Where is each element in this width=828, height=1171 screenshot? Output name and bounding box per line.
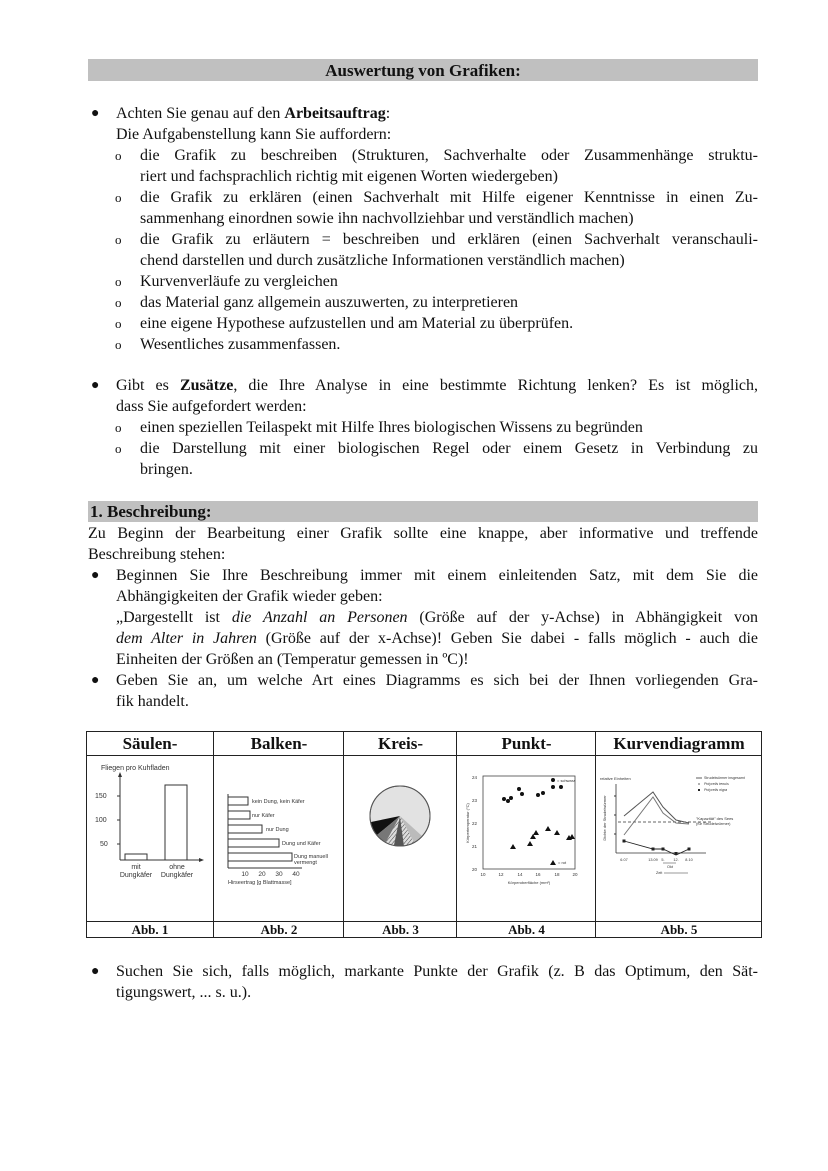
svg-text:Polycelis tenuis: Polycelis tenuis [704, 782, 729, 786]
diagram-types-table [86, 731, 762, 938]
circle-bullet-icon: o [115, 295, 122, 310]
svg-text:100: 100 [95, 817, 107, 824]
svg-text:20: 20 [471, 867, 477, 872]
bullet-markante-punkte: ● Suchen Sie sich, falls möglich, markante Punkte der Grafik (z. B das Optimum, den Sät- tigungswert, ... s. u.). [91, 963, 758, 1001]
svg-text:Dungkäfer: Dungkäfer [119, 872, 153, 879]
svg-text:Okt: Okt [667, 865, 673, 869]
sub-item: o das Material ganz allgemein auszuwerten, zu interpretieren [115, 294, 519, 311]
page-title: Auswertung von Grafiken: [88, 59, 758, 81]
svg-text:kein Dung, kein Käfer: kein Dung, kein Käfer [252, 799, 305, 805]
svg-text:50: 50 [100, 841, 108, 848]
scatter-chart-figure [457, 756, 596, 922]
column-kreis: Kreis- Abb. 3 [343, 732, 457, 937]
sub-item: o die Grafik zu erläutern = beschreiben und erklären (einen Sachverhalt veranschauli- [115, 231, 758, 248]
svg-text:Strudelwürmer insgesamt: Strudelwürmer insgesamt [704, 776, 745, 780]
section-heading-beschreibung: 1. Beschreibung: [88, 501, 758, 522]
bullet-diagrammart: ● Geben Sie an, um welche Art eines Diagramms es sich bei der Ihnen vorliegenden Gra- [91, 672, 758, 689]
sub-item: o Wesentliches zusammenfassen. [115, 336, 341, 353]
svg-text:Körperoberfläche (mm²): Körperoberfläche (mm²) [507, 880, 551, 885]
svg-text:24: 24 [471, 775, 477, 780]
sub-item: o Kurvenverläufe zu vergleichen [115, 273, 338, 290]
column-balken: Balken- kein Dung, kein Käfer nur Käfer nur Dung Dung und Käfer Dung manuell vermengt 10 20 30 40 Hirseertrag [g Blattmasse] Abb. 2 [213, 732, 344, 937]
svg-text:(für Strudelwürmer): (für Strudelwürmer) [696, 821, 731, 826]
svg-text:= schwarz: = schwarz [557, 778, 576, 783]
svg-text:23: 23 [471, 798, 477, 803]
svg-text:nur Dung: nur Dung [266, 827, 289, 833]
circle-bullet-icon: o [115, 420, 122, 435]
svg-text:vermengt: vermengt [294, 860, 317, 866]
svg-text:18: 18 [554, 872, 560, 877]
bullet-icon: ● [91, 378, 100, 393]
svg-text:20: 20 [258, 871, 266, 878]
sub-item: o die Grafik zu erklären (einen Sachverhalt mit Hilfe eigener Kenntnisse in einen Zu- [115, 189, 758, 206]
bullet-icon: ● [91, 964, 100, 979]
svg-text:20: 20 [572, 872, 578, 877]
svg-text:10: 10 [241, 871, 249, 878]
svg-text:"Kapazität" des Sees: "Kapazität" des Sees [696, 816, 734, 821]
bullet-icon: ● [91, 673, 100, 688]
svg-text:12.: 12. [673, 858, 679, 862]
bullet-einleitender-satz: ● Beginnen Sie Ihre Beschreibung immer mit einem einleitenden Satz, mit dem Sie die [91, 567, 758, 584]
svg-text:30: 30 [275, 871, 283, 878]
svg-text:150: 150 [95, 793, 107, 800]
line-chart-figure [596, 756, 762, 922]
circle-bullet-icon: o [115, 148, 122, 163]
circle-bullet-icon: o [115, 337, 122, 352]
svg-text:Dung und Käfer: Dung und Käfer [282, 841, 321, 847]
svg-text:22: 22 [471, 821, 477, 826]
svg-text:Dichte der Strudelwürmer: Dichte der Strudelwürmer [602, 795, 607, 841]
pie-chart-figure [344, 756, 457, 922]
sub-item: o einen speziellen Teilaspekt mit Hilfe Ihres biologischen Wissens zu begründen [115, 419, 643, 436]
svg-text:13.09: 13.09 [648, 858, 658, 862]
svg-text:Hirseertrag [g Blattmasse]: Hirseertrag [g Blattmasse] [228, 880, 292, 886]
svg-text:ohne: ohne [169, 864, 185, 871]
svg-text:Fliegen pro Kuhfladen: Fliegen pro Kuhfladen [101, 765, 170, 772]
svg-text:5.: 5. [661, 858, 665, 862]
svg-text:Dung manuell: Dung manuell [294, 854, 328, 860]
circle-bullet-icon: o [115, 190, 122, 205]
svg-text:21: 21 [471, 844, 477, 849]
svg-text:16: 16 [535, 872, 541, 877]
circle-bullet-icon: o [115, 232, 122, 247]
svg-text:Polycelis nigra: Polycelis nigra [704, 788, 728, 792]
horizontal-bar-chart-figure [214, 756, 344, 922]
svg-text:10: 10 [480, 872, 486, 877]
svg-text:40: 40 [292, 871, 300, 878]
svg-text:6.07: 6.07 [620, 858, 628, 862]
svg-text:Zeit: Zeit [656, 871, 663, 875]
svg-text:Körpertemperatur (°C): Körpertemperatur (°C) [465, 803, 470, 843]
sub-item: o die Grafik zu beschreiben (Strukturen, Sachverhalte oder Zusammenhänge struktu- [115, 147, 758, 164]
svg-text:mit: mit [131, 864, 141, 871]
column-chart-figure [87, 756, 213, 922]
column-punkt: Punkt- 24 23 22 21 20 10 12 14 16 18 20 Körperoberfläche (mm²) Körpertemperatur (°C) = schwarz = rot Abb. 4 [456, 732, 596, 937]
svg-text:Dungkäfer: Dungkäfer [160, 872, 194, 879]
column-kurven: Kurvendiagramm relative Einheiten Dichte der Strudelwürmer 6.07 13.09 5. 12. 8.10 Okt Zeit Strudelwürmer insgesamt Polycelis tenuis Polycelis nigra "Kapazität" des Sees (für Strudelwürmer) Abb. 5 [595, 732, 762, 937]
section1-body: Zu Beginn der Bearbeitung einer Grafik sollte eine knappe, aber informative und treffende Beschreibung stehen: ● Beginnen Sie Ihre Beschreibung immer mit einem einleitenden Satz, mit dem Sie die Abhängigkeiten der Grafik wieder geben: „Dargestellt ist die Anzahl an Personen (Größe auf der y-Achse) in Abhängigkeit von dem Alter in Jahren (Größe auf der x-Achse)! Geben Sie dabei - falls möglich - auch die Einheiten der Größen an (Temperatur gemessen in ºC)! ● Geben Sie an, um welche Art eines Diagramms es sich bei der Ihnen vorliegenden Gra- fik handelt. [88, 525, 759, 710]
bullet-icon: ● [91, 568, 100, 583]
circle-bullet-icon: o [115, 316, 122, 331]
svg-text:= rot: = rot [558, 860, 567, 865]
sub-item: o die Darstellung mit einer biologischen Regel oder einem Gesetz in Verbindung zu [115, 440, 758, 457]
bullet-icon: ● [91, 106, 100, 121]
circle-bullet-icon: o [115, 274, 122, 289]
sub-item: o eine eigene Hypothese aufzustellen und am Material zu überprüfen. [115, 315, 574, 332]
svg-text:nur Käfer: nur Käfer [252, 813, 275, 819]
bullet-zusaetze: ● Gibt es Zusätze, die Ihre Analyse in eine bestimmte Richtung lenken? Es ist möglich, dass Sie aufgefordert werden: o einen speziellen Teilaspekt mit Hilfe Ihres biologischen Wissens zu begründen o die Darstellung mit einer biologischen Regel oder einem Gesetz in Verbindung zu bringen. [88, 375, 758, 480]
svg-text:8.10: 8.10 [685, 858, 693, 862]
svg-text:14: 14 [517, 872, 523, 877]
bullet-arbeitsauftrag: ● Achten Sie genau auf den Arbeitsauftrag: Die Aufgabenstellung kann Sie auffordern: o die Grafik zu beschreiben (Strukturen, Sachverhalte oder Zusammenhänge struktu- riert und fachsprachlich richtig mit eigenen Worten wiedergeben) o die Grafik zu erklären (einen Sachverhalt mit Hilfe eigener Kenntnisse in einen Zu- sammenhang einordnen sowie ihn nachvollziehbar und verständlich machen) o die Grafik zu erläutern = beschreiben und erklären (einen Sachverhalt veranschauli- chend darstellen und durch zusätzliche Informationen verständlich machen) o Kurvenverläufe zu vergleichen o das Material ganz allgemein auszuwerten, zu interpretieren o eine eigene Hypothese aufzustellen und am Material zu überprüfen. o Wesentliches zusammenfassen. [88, 103, 758, 355]
svg-text:relative Einheiten: relative Einheiten [600, 776, 631, 781]
circle-bullet-icon: o [115, 441, 122, 456]
column-saeulen: Säulen- Fliegen pro Kuhfladen 150 100 50 mit Dungkäfer ohne Dungkäfer Abb. 1 [87, 732, 213, 937]
svg-text:12: 12 [498, 872, 504, 877]
